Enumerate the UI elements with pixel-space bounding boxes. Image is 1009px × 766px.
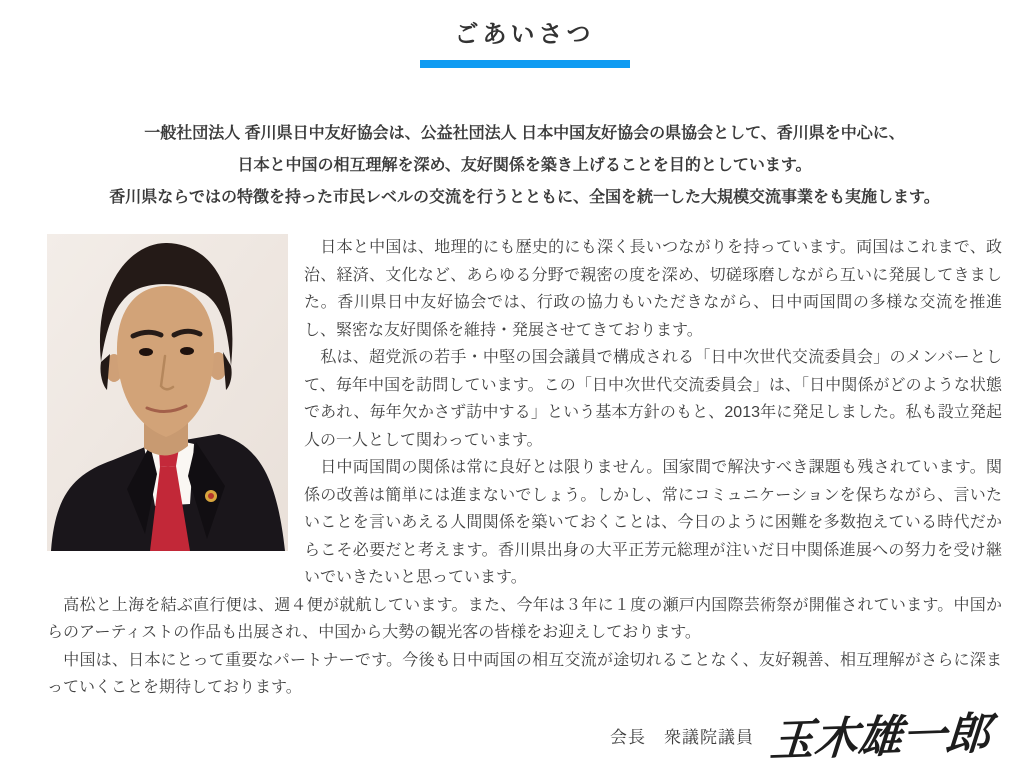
- body-paragraph: 中国は、日本にとって重要なパートナーです。今後も日中両国の相互交流が途切れることなく、友好親善、相互理解がさらに深まっていくことを期待しております。: [47, 651, 1002, 696]
- intro-statement: [47, 118, 1002, 214]
- eye-right: [180, 347, 194, 355]
- intro-line: 一般社団法人 香川県日中友好協会は、公益社団法人 日本中国友好協会の県協会として、香川県を中心に、: [144, 125, 905, 142]
- eye-left: [139, 348, 153, 356]
- title-underline: [420, 60, 630, 68]
- body-paragraph: 高松と上海を結ぶ直行便は、週４便が就航しています。また、今年は３年に１度の瀬戸内国際芸術祭が開催されています。中国からのアーティストの作品も出展され、中国から大勢の観光客の皆様をお迎えしております。: [47, 596, 1002, 641]
- body-paragraph: 日本と中国は、地理的にも歴史的にも深く長いつながりを持っています。両国はこれまで、政治、経済、文化など、あらゆる分野で親密の度を深め、切磋琢磨しながら互いに発展してきました。香川県日中友好協会では、行政の協力もいただきながら、日中両国間の多様な交流を推進し、緊密な友好関係を維持・発展させてきております。: [304, 239, 1002, 339]
- intro-line: 日本と中国の相互理解を深め、友好関係を築き上げることを目的としています。: [237, 157, 812, 174]
- signature-block: [47, 707, 1002, 766]
- intro-line: 香川県ならではの特徴を持った市民レベルの交流を行うとともに、全国を統一した大規模交流事業をも実施します。: [109, 189, 940, 206]
- body-paragraph: 私は、超党派の若手・中堅の国会議員で構成される「日中次世代交流委員会」のメンバーとして、毎年中国を訪問しています。この「日中次世代交流委員会」は、「日中関係がどのような状態であれ、毎年欠かさず訪中する」という基本方針のもと、2013年に発足しました。私も設立発起人の一人として関わっています。: [304, 349, 1002, 449]
- chairman-portrait-photo: [47, 234, 288, 551]
- signature-title: 会長 衆議院議員: [610, 728, 754, 747]
- body-paragraph: 日中両国間の関係は常に良好とは限りません。国家間で解決すべき課題も残されています。関係の改善は簡単には進まないでしょう。しかし、常にコミュニケーションを保ちながら、言いたいことを言いあえる人間関係を築いておくことは、今日のように困難を多数抱えている時代だからこそ必要だと考えます。香川県出身の大平正芳元総理が注いだ日中関係進展への努力を受け継いでいきたいと思っています。: [304, 459, 1002, 586]
- page-title: ごあいさつ: [454, 21, 595, 48]
- greeting-body: [47, 234, 1002, 702]
- signature-handwritten-name: 玉木雄一郎: [768, 707, 992, 766]
